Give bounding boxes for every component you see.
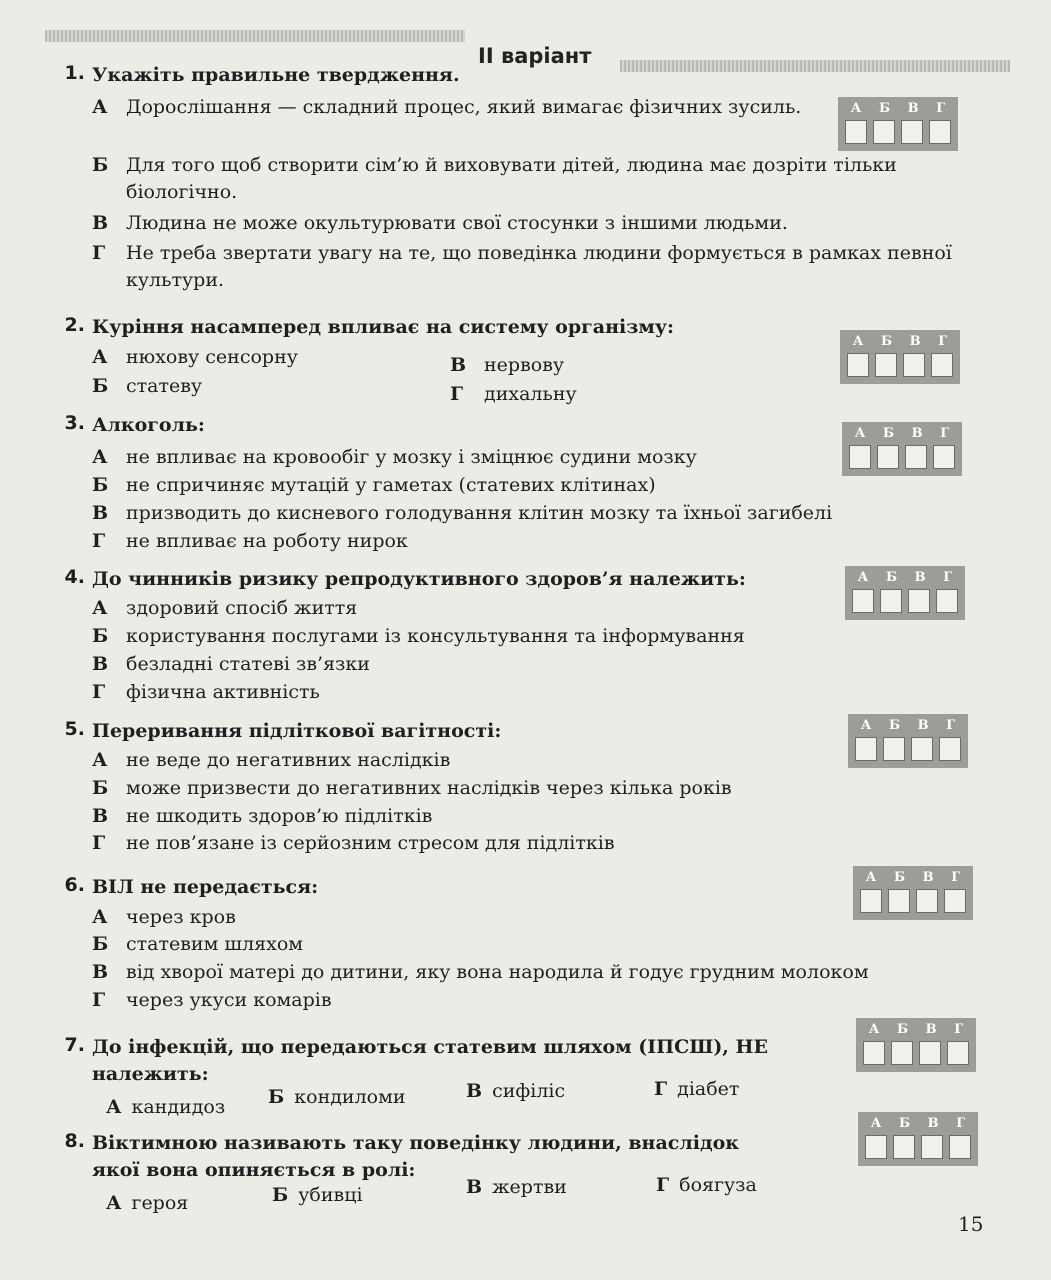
- option-d: [450, 381, 750, 408]
- answer-box-a[interactable]: [865, 1135, 887, 1159]
- answer-box-a[interactable]: [863, 1041, 885, 1065]
- option-d: [92, 240, 972, 294]
- question-7: [40, 1034, 980, 1124]
- option-letter: В: [92, 805, 109, 827]
- question-number: 8.: [64, 1130, 85, 1152]
- question-text: ВІЛ не передається:: [92, 876, 319, 898]
- option-a: А героя: [106, 1192, 189, 1214]
- variant-title: ІІ варіант: [478, 44, 592, 68]
- question-number: 2.: [64, 314, 85, 336]
- option-letter: Б: [92, 474, 109, 496]
- answer-box-b[interactable]: [873, 120, 895, 144]
- option-b: [92, 931, 972, 958]
- answer-box-a[interactable]: [852, 589, 874, 613]
- option-text: здоровий спосіб життя: [126, 597, 358, 619]
- option-d: [92, 679, 972, 706]
- answer-box-b[interactable]: [880, 589, 902, 613]
- answer-grid-8: А Б В Г: [858, 1112, 978, 1166]
- option-text: Дорослішання — складний процес, який вимагає фізичних зусиль.: [126, 96, 802, 118]
- option-text: може призвести до негативних наслідків через кілька років: [126, 777, 732, 799]
- option-letter: В: [92, 212, 109, 234]
- answer-grid-6: А Б В Г: [853, 866, 973, 920]
- option-c: В жертви: [466, 1176, 567, 1198]
- question-number: 3.: [64, 412, 85, 434]
- question-text: Віктимною називають таку поведінку людини, внаслідок якої вона опиняється в ролі:: [92, 1132, 740, 1181]
- option-d: [92, 830, 972, 857]
- option-text: Для того щоб створити сім’ю й виховувати дітей, людина має дозріти тільки біологічно.: [126, 154, 897, 203]
- option-c: [92, 959, 992, 986]
- answer-box-a[interactable]: [845, 120, 867, 144]
- option-a: А кандидоз: [106, 1096, 226, 1118]
- option-d: [92, 528, 972, 555]
- question-6: [40, 874, 980, 1014]
- option-letter: Б: [92, 777, 109, 799]
- option-letter: А: [92, 597, 108, 619]
- answer-box-b[interactable]: [888, 889, 910, 913]
- answer-box-c[interactable]: [908, 589, 930, 613]
- option-letter: Б: [92, 625, 109, 647]
- answer-grid-1: А Б В Г: [838, 97, 958, 151]
- question-number: 4.: [64, 566, 85, 588]
- answer-box-b[interactable]: [877, 445, 899, 469]
- answer-grid-5: А Б В Г: [848, 714, 968, 768]
- option-letter: А: [92, 96, 108, 118]
- question-5: [40, 718, 980, 863]
- option-letter: А: [92, 346, 108, 368]
- option-b: [92, 472, 972, 499]
- answer-box-c[interactable]: [921, 1135, 943, 1159]
- option-c: [92, 210, 972, 237]
- answer-box-a[interactable]: [860, 889, 882, 913]
- option-text: нервову: [484, 354, 565, 376]
- option-text: не впливає на кровообіг у мозку і зміцнює судини мозку: [126, 446, 697, 468]
- question-text: Куріння насамперед впливає на систему організму:: [92, 316, 675, 338]
- option-c: [92, 803, 972, 830]
- option-c: [450, 352, 750, 379]
- answer-box-b[interactable]: [883, 737, 905, 761]
- answer-box-d[interactable]: [939, 737, 961, 761]
- question-text: Переривання підліткової вагітності:: [92, 720, 502, 742]
- question-number: 1.: [64, 62, 85, 84]
- question-text: Укажіть правильне твердження.: [92, 64, 460, 86]
- option-letter: Б: [92, 933, 109, 955]
- answer-box-b[interactable]: [893, 1135, 915, 1159]
- answer-box-d[interactable]: [933, 445, 955, 469]
- answer-box-b[interactable]: [875, 353, 897, 377]
- option-text: через укуси комарів: [126, 989, 332, 1011]
- option-text: безладні статеві зв’язки: [126, 653, 370, 675]
- option-text: Не треба звертати увагу на те, що поведінка людини формується в рамках певної культури.: [126, 242, 952, 291]
- question-text: Алкоголь:: [92, 414, 205, 436]
- option-b: [92, 373, 392, 400]
- answer-box-d[interactable]: [949, 1135, 971, 1159]
- option-d: Г діабет: [654, 1078, 740, 1100]
- option-text: не впливає на роботу нирок: [126, 530, 408, 552]
- answer-box-c[interactable]: [905, 445, 927, 469]
- answer-grid-3: А Б В Г: [842, 422, 962, 476]
- option-d: [92, 987, 972, 1014]
- answer-grid-2: А Б В Г: [840, 330, 960, 384]
- option-a: [92, 747, 972, 774]
- option-d: Г боягуза: [656, 1174, 757, 1196]
- option-text: статеву: [126, 375, 203, 397]
- option-text: користування послугами із консультування та інформування: [126, 625, 745, 647]
- option-letter: Г: [92, 681, 106, 703]
- answer-box-d[interactable]: [929, 120, 951, 144]
- answer-grid-4: А Б В Г: [845, 566, 965, 620]
- question-2: [40, 314, 980, 409]
- question-3: [40, 412, 980, 562]
- option-letter: А: [92, 906, 108, 928]
- option-c: [92, 651, 972, 678]
- answer-box-d[interactable]: [931, 353, 953, 377]
- answer-box-a[interactable]: [855, 737, 877, 761]
- option-letter: Г: [450, 383, 464, 405]
- option-text: від хворої матері до дитини, яку вона народила й годує грудним молоком: [126, 961, 869, 983]
- option-letter: А: [92, 446, 108, 468]
- option-text: не шкодить здоров’ю підлітків: [126, 805, 433, 827]
- option-letter: В: [92, 502, 109, 524]
- answer-box-d[interactable]: [936, 589, 958, 613]
- option-letter: А: [92, 749, 108, 771]
- option-letter: Г: [92, 989, 106, 1011]
- answer-box-b[interactable]: [891, 1041, 913, 1065]
- answer-box-d[interactable]: [947, 1041, 969, 1065]
- option-letter: Б: [92, 154, 109, 176]
- option-a: [92, 344, 392, 371]
- option-b: Б убивці: [272, 1184, 363, 1206]
- option-c: В сифіліс: [466, 1080, 566, 1102]
- option-b: Б кондиломи: [268, 1086, 406, 1108]
- option-text: фізична активність: [126, 681, 320, 703]
- option-b: [92, 152, 972, 206]
- option-a: [92, 444, 972, 471]
- option-letter: Б: [92, 375, 109, 397]
- answer-box-a[interactable]: [847, 353, 869, 377]
- answer-box-c[interactable]: [903, 353, 925, 377]
- option-text: не пов’язане із серйозним стресом для підлітків: [126, 832, 615, 854]
- answer-box-c[interactable]: [911, 737, 933, 761]
- option-letter: Г: [92, 242, 106, 264]
- option-letter: Г: [92, 832, 106, 854]
- question-text: До чинників ризику репродуктивного здоров’я належить:: [92, 568, 746, 590]
- question-number: 5.: [64, 718, 85, 740]
- option-text: Людина не може окультурювати свої стосунки з іншими людьми.: [126, 212, 788, 234]
- question-text: До інфекцій, що передаються статевим шляхом (ІПСШ), НЕ належить:: [92, 1036, 768, 1085]
- option-text: дихальну: [484, 383, 577, 405]
- answer-box-d[interactable]: [944, 889, 966, 913]
- option-b: [92, 775, 972, 802]
- option-a: [92, 595, 972, 622]
- option-text: статевим шляхом: [126, 933, 304, 955]
- option-b: [92, 623, 972, 650]
- option-letter: В: [450, 354, 467, 376]
- option-letter: Г: [92, 530, 106, 552]
- option-a: [92, 904, 972, 931]
- question-number: 6.: [64, 874, 85, 896]
- page-number: 15: [958, 1212, 984, 1236]
- answer-box-c[interactable]: [901, 120, 923, 144]
- question-4: [40, 566, 980, 711]
- answer-box-c[interactable]: [919, 1041, 941, 1065]
- question-number: 7.: [64, 1034, 85, 1056]
- option-text: не веде до негативних наслідків: [126, 749, 451, 771]
- option-c: [92, 500, 972, 527]
- answer-box-a[interactable]: [849, 445, 871, 469]
- option-text: призводить до кисневого голодування клітин мозку та їхньої загибелі: [126, 502, 833, 524]
- option-letter: В: [92, 653, 109, 675]
- option-text: не спричиняє мутацій у гаметах (статевих клітинах): [126, 474, 656, 496]
- question-8: [40, 1130, 980, 1220]
- option-letter: В: [92, 961, 109, 983]
- option-text: через кров: [126, 906, 236, 928]
- answer-grid-7: А Б В Г: [856, 1018, 976, 1072]
- answer-box-c[interactable]: [916, 889, 938, 913]
- option-text: нюхову сенсорну: [126, 346, 298, 368]
- option-a: [92, 94, 832, 121]
- header-rule-left: [45, 30, 465, 42]
